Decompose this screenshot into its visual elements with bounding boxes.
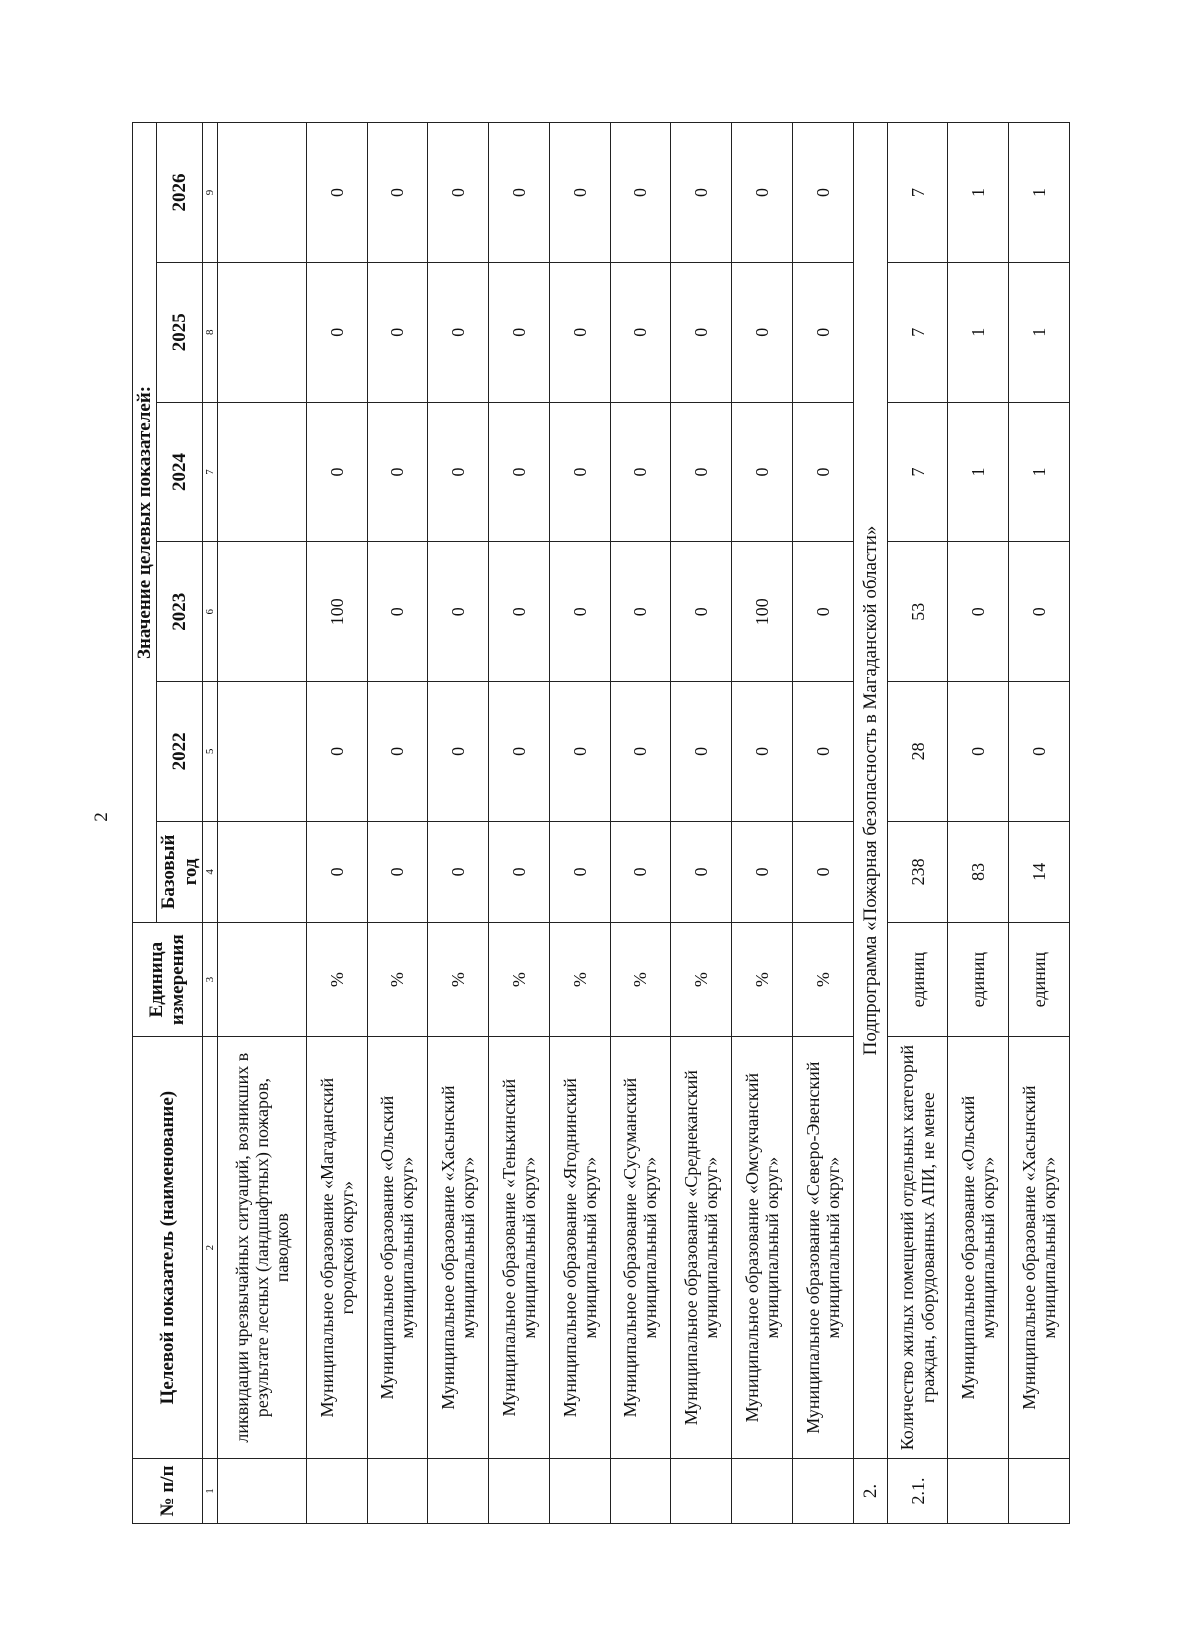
indicator-table [132,122,1070,1524]
value-cell: 7 [887,262,948,402]
value-cell: 1 [1009,402,1070,542]
section-num: 2. [853,1458,887,1523]
value-cell: 0 [367,123,428,263]
value-cell: 0 [732,821,793,922]
value-cell: 0 [367,821,428,922]
indicator-name: Муниципальное образование «Хасынский муниципальный округ» [1009,1037,1070,1459]
value-cell: 0 [367,682,428,822]
value-cell: 53 [887,542,948,682]
value-cell: 0 [610,402,671,542]
table-row [217,123,306,1524]
value-cell: 0 [948,682,1009,822]
indicator-name: Муниципальное образование «Сусуманский муниципальный округ» [610,1037,671,1459]
table-row [671,123,732,1524]
row-num [732,1458,793,1523]
indicator-name: Муниципальное образование «Магаданский городской округ» [306,1037,367,1459]
value-cell: 0 [671,123,732,263]
value-cell: 0 [306,821,367,922]
value-cell: 0 [549,821,610,922]
unit: единиц [887,922,948,1036]
unit: % [671,922,732,1036]
value-cell: 0 [549,682,610,822]
column-number-row [202,123,217,1524]
unit: единиц [948,922,1009,1036]
value-cell: 0 [610,821,671,922]
value-cell: 0 [948,542,1009,682]
value-cell: 0 [610,123,671,263]
header-base-year: Базовый год [157,821,203,922]
value-cell: 83 [948,821,1009,922]
value-cell: 0 [732,123,793,263]
value-cell [217,682,306,822]
value-cell: 0 [367,402,428,542]
indicator-table-rotated [132,122,1070,1524]
table-row [549,123,610,1524]
value-cell: 0 [1009,682,1070,822]
value-cell: 0 [428,123,489,263]
header-num: № п/п [133,1458,203,1523]
indicator-name: Муниципальное образование «Хасынский муниципальный округ» [428,1037,489,1459]
value-cell: 1 [1009,262,1070,402]
value-cell [217,123,306,263]
value-cell: 100 [732,542,793,682]
value-cell: 0 [671,542,732,682]
section-title: Подпрограмма «Пожарная безопасность в Магаданской области» [853,123,887,1459]
value-cell: 0 [306,682,367,822]
column-number: 5 [202,682,217,822]
indicator-name: Муниципальное образование «Северо-Эвенский муниципальный округ» [792,1037,853,1459]
value-cell: 0 [489,402,550,542]
value-cell: 0 [428,821,489,922]
table-row [948,123,1009,1524]
column-number: 1 [202,1458,217,1523]
value-cell: 0 [732,262,793,402]
value-cell: 0 [671,682,732,822]
value-cell: 238 [887,821,948,922]
value-cell: 0 [610,262,671,402]
value-cell: 100 [306,542,367,682]
table-row [367,123,428,1524]
value-cell: 0 [489,821,550,922]
unit: % [489,922,550,1036]
row-num [489,1458,550,1523]
indicator-name: ликвидации чрезвычайных ситуаций, возникших в результате лесных (ландшафтных) пожаров, паводков [217,1037,306,1459]
value-cell: 0 [732,682,793,822]
value-cell: 0 [792,123,853,263]
header-year: 2022 [157,682,203,822]
value-cell [217,821,306,922]
header-year: 2023 [157,542,203,682]
table-row [887,123,948,1524]
value-cell: 0 [792,262,853,402]
table-row [306,123,367,1524]
column-number: 9 [202,123,217,263]
table-row [732,123,793,1524]
value-cell: 0 [306,123,367,263]
value-cell: 28 [887,682,948,822]
value-cell: 0 [428,542,489,682]
header-unit: Единица измерения [133,922,203,1036]
value-cell: 0 [367,262,428,402]
value-cell: 1 [948,123,1009,263]
value-cell: 0 [671,821,732,922]
header-year: 2024 [157,402,203,542]
value-cell [217,402,306,542]
unit: % [732,922,793,1036]
table-row [428,123,489,1524]
value-cell: 0 [428,682,489,822]
unit: % [428,922,489,1036]
value-cell: 0 [306,402,367,542]
table-row [489,123,550,1524]
row-num [948,1458,1009,1523]
value-cell: 0 [610,682,671,822]
column-number: 7 [202,402,217,542]
header-name: Целевой показатель (наименование) [133,1037,203,1459]
column-number: 8 [202,262,217,402]
value-cell: 0 [671,402,732,542]
row-num [367,1458,428,1523]
indicator-name: Муниципальное образование «Тенькинский муниципальный округ» [489,1037,550,1459]
unit: % [549,922,610,1036]
value-cell: 0 [428,262,489,402]
row-num: 2.1. [887,1458,948,1523]
column-number: 3 [202,922,217,1036]
value-cell: 0 [489,262,550,402]
row-num [610,1458,671,1523]
value-cell: 0 [792,821,853,922]
indicator-name: Муниципальное образование «Ольский муниципальный округ» [948,1037,1009,1459]
unit: единиц [1009,922,1070,1036]
section-row [853,123,887,1524]
row-num [428,1458,489,1523]
indicator-name: Муниципальное образование «Омсукчанский муниципальный округ» [732,1037,793,1459]
indicator-name: Муниципальное образование «Ольский муниципальный округ» [367,1037,428,1459]
table-body-part1 [217,123,853,1524]
unit: % [792,922,853,1036]
row-num [1009,1458,1070,1523]
value-cell: 14 [1009,821,1070,922]
indicator-name: Муниципальное образование «Ягоднинский муниципальный округ» [549,1037,610,1459]
value-cell: 0 [428,402,489,542]
header-values-group: Значение целевых показателей: [133,123,157,923]
value-cell: 0 [732,402,793,542]
value-cell: 1 [1009,123,1070,263]
header-year: 2025 [157,262,203,402]
indicator-name: Количество жилых помещений отдельных категорий граждан, оборудованных АПИ, не менее [887,1037,948,1459]
table-row [792,123,853,1524]
header-year: 2026 [157,123,203,263]
value-cell: 0 [610,542,671,682]
value-cell: 7 [887,402,948,542]
value-cell: 1 [948,262,1009,402]
value-cell: 7 [887,123,948,263]
value-cell: 0 [549,123,610,263]
value-cell: 0 [489,123,550,263]
unit [217,922,306,1036]
value-cell: 0 [792,542,853,682]
value-cell: 0 [367,542,428,682]
value-cell: 0 [792,682,853,822]
unit: % [367,922,428,1036]
value-cell: 0 [489,682,550,822]
unit: % [610,922,671,1036]
row-num [671,1458,732,1523]
value-cell: 0 [671,262,732,402]
value-cell: 0 [549,262,610,402]
header-row [133,123,157,1524]
page-number: 2 [91,812,112,822]
column-number: 6 [202,542,217,682]
row-num [549,1458,610,1523]
column-number: 2 [202,1037,217,1459]
table-body-part2 [887,123,1069,1524]
row-num [217,1458,306,1523]
value-cell: 0 [1009,542,1070,682]
value-cell [217,262,306,402]
row-num [306,1458,367,1523]
table-row [610,123,671,1524]
row-num [792,1458,853,1523]
unit: % [306,922,367,1036]
value-cell: 0 [549,402,610,542]
column-number: 4 [202,821,217,922]
value-cell: 0 [549,542,610,682]
value-cell [217,542,306,682]
value-cell: 0 [489,542,550,682]
section-body [853,123,887,1524]
value-cell: 1 [948,402,1009,542]
table-row [1009,123,1070,1524]
value-cell: 0 [306,262,367,402]
indicator-name: Муниципальное образование «Среднеканский муниципальный округ» [671,1037,732,1459]
value-cell: 0 [792,402,853,542]
